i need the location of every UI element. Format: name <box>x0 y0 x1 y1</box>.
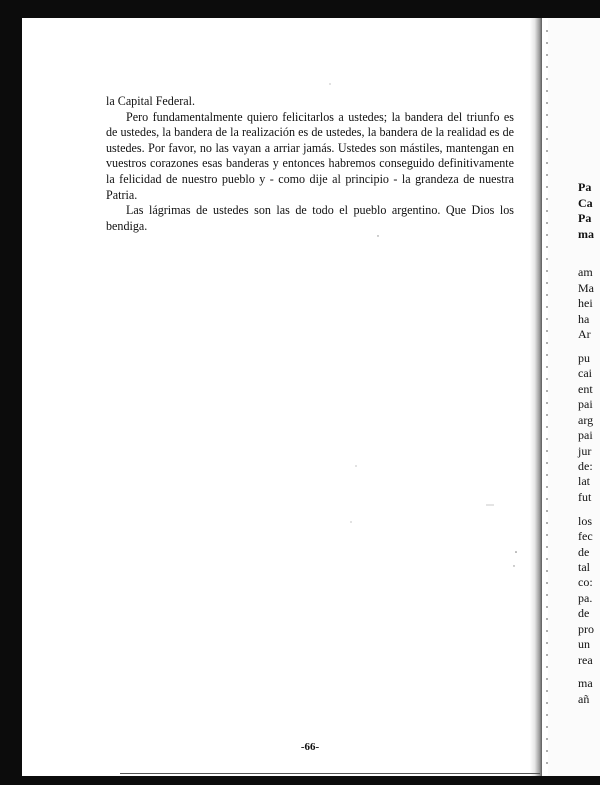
text-fragment: añ <box>578 692 590 706</box>
speck <box>355 465 356 466</box>
text-fragment: Ma <box>578 281 594 295</box>
text-fragment: jur <box>578 444 592 458</box>
text-fragment: pa. <box>578 591 593 605</box>
text-fragment: fut <box>578 490 592 504</box>
text-fragment: arg <box>578 413 594 427</box>
text-fragment: pro <box>578 622 594 636</box>
text-fragment: Pa <box>578 211 592 225</box>
paragraph: Pero fundamentalmente quiero felicitarlos a ustedes; la bandera del triunfo es de ustedes, la bandera de la realización es de ustedes, la bandera de la realidad es de ustedes. Por favor, no las vayan a arriar jamás. Ustedes son mástiles, mantengan en vuestros corazones esas banderas y entonces habremos conseguido definitivamente la felicidad de nuestro pueblo y - como dije al principio - la grandeza de nuestra Patria. <box>106 109 514 202</box>
speck <box>515 551 517 553</box>
text-fragment: Pa <box>578 180 592 194</box>
text-fragment: ma <box>578 676 593 690</box>
text-fragment: lat <box>578 474 590 488</box>
speck <box>513 565 514 566</box>
text-fragment: rea <box>578 653 593 667</box>
text-fragment: ha <box>578 312 590 326</box>
paragraph: la Capital Federal. <box>106 94 195 108</box>
text-fragment: ma <box>578 227 594 241</box>
text-fragment: un <box>578 637 590 651</box>
text-fragment: cai <box>578 366 592 380</box>
speck <box>350 521 351 522</box>
text-fragment: pai <box>578 428 593 442</box>
text-fragment: fec <box>578 529 593 543</box>
text-fragment: de <box>578 606 590 620</box>
text-fragment: pai <box>578 397 593 411</box>
text-fragment: co: <box>578 575 593 589</box>
text-fragment: ent <box>578 382 593 396</box>
speck <box>329 83 330 84</box>
text-fragment: hei <box>578 296 593 310</box>
speck <box>377 235 378 236</box>
paragraph: Las lágrimas de ustedes son las de todo el pueblo argentino. Que Dios los bendiga. <box>106 203 514 233</box>
text-fragment: tal <box>578 560 590 574</box>
text-fragment: los <box>578 514 593 528</box>
text-fragment: am <box>578 265 593 279</box>
page-number: -66- <box>300 741 320 753</box>
text-fragment: de <box>578 545 590 559</box>
text-fragment: de: <box>578 459 593 473</box>
text-fragment: pu <box>578 351 590 365</box>
text-fragment: Ca <box>578 196 593 210</box>
text-fragment: Ar <box>578 327 591 341</box>
